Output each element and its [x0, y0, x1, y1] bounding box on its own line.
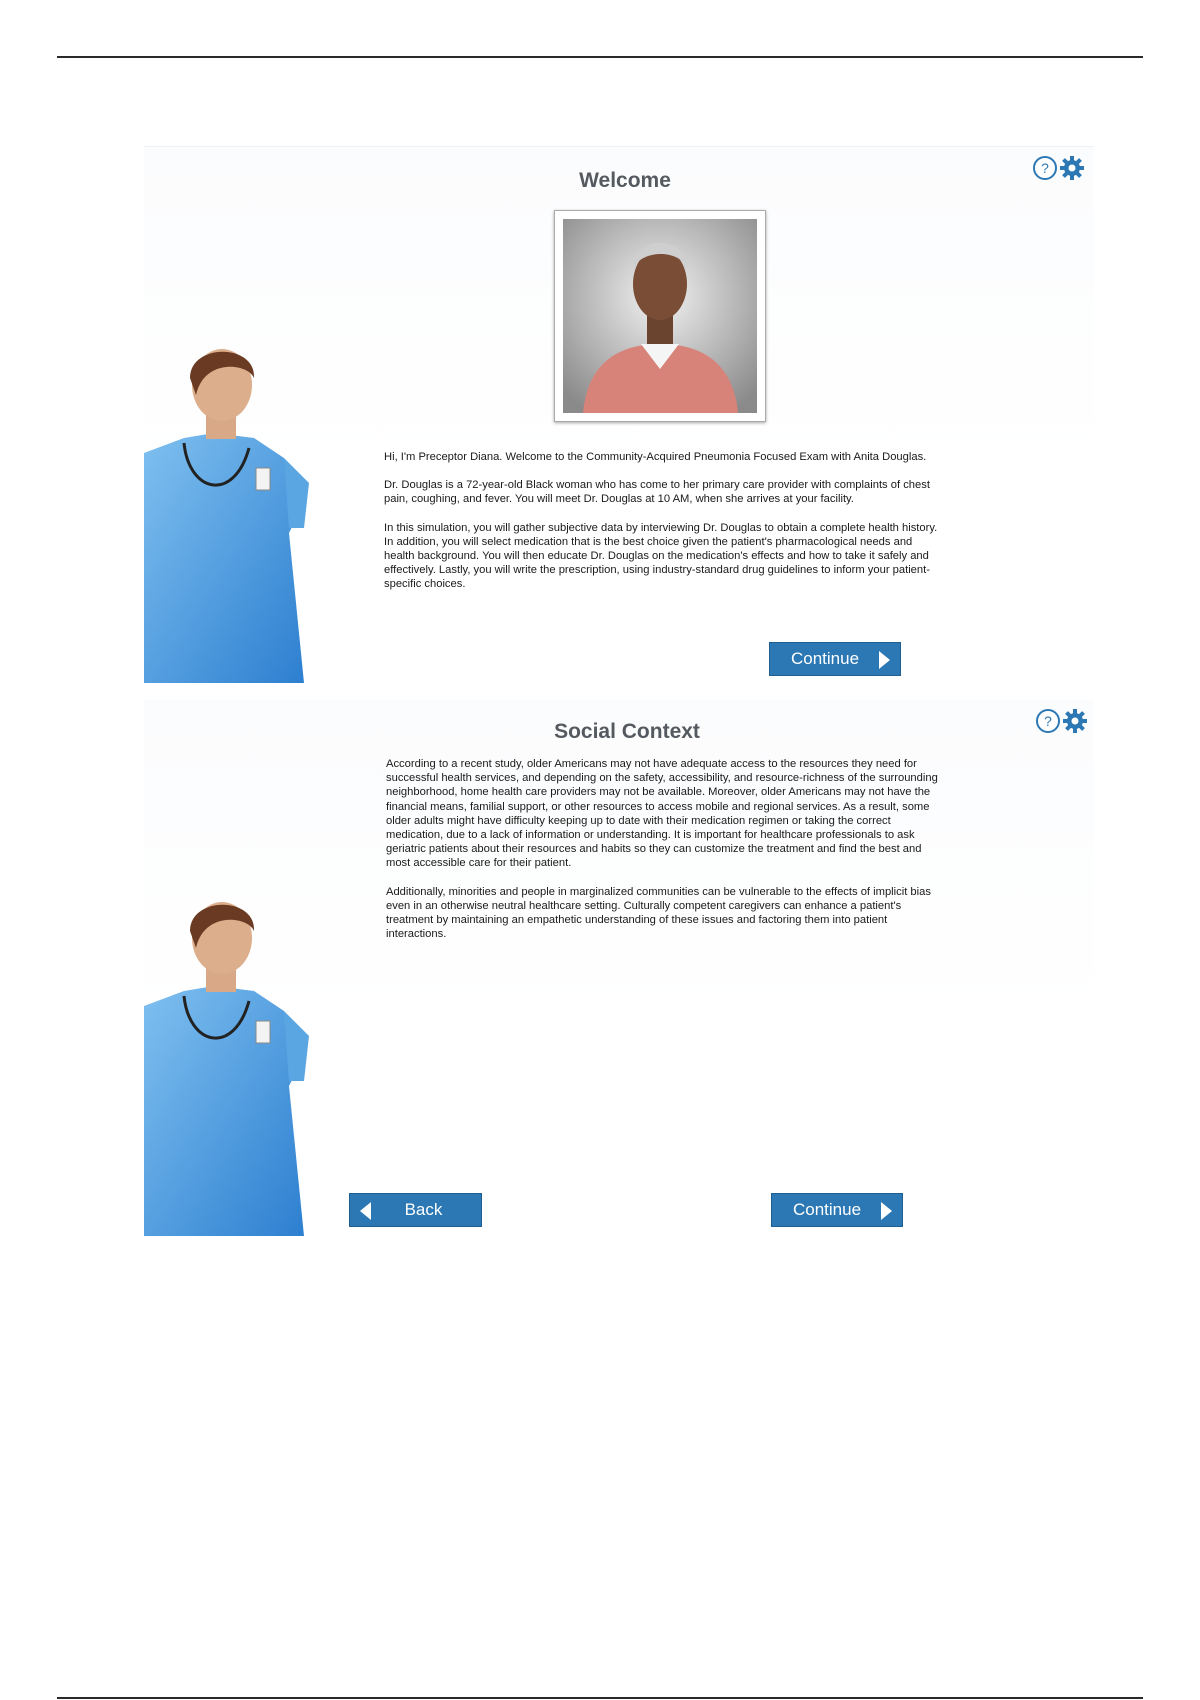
continue-label: Continue [792, 1200, 862, 1219]
welcome-paragraph: In this simulation, you will gather subjective data by interviewing Dr. Douglas to obtain a complete health history. In addition, you will select medication that is the best choice given the patient's pharmacological needs and health background. You will then educate Dr. Douglas on the medication's effects and how to take it safely and effectively. Lastly, you will write the prescription, using industry-standard drug guidelines to inform your patient-specific choices. [384, 521, 938, 591]
welcome-paragraph: Dr. Douglas is a 72-year-old Black woman who has come to her primary care provider with complaints of chest pain, coughing, and fever. You will meet Dr. Douglas at 10 AM, when she arrives at your facility. [384, 479, 930, 506]
social-context-panel [144, 700, 1094, 1236]
social-context-paragraph: According to a recent study, older Americans may not have adequate access to the resources they need for successful health services, and depending on the safety, accessibility, and resource-richness of the surrounding neighborhood, home health care providers may not be available. Moreover, older Americans may not have the financial means, familial support, or other resources to access mobile and regional services. As a result, some older adults might have difficulty keeping up to date with their medication regimen or taking the correct medication, due to a lack of information or understanding. It is important for healthcare professionals to ask geriatric patients about their resources and habits so they can customize the treatment and find the best and most accessible care for their patient. [386, 758, 938, 870]
patient-portrait [554, 210, 766, 422]
social-context-text [386, 757, 941, 955]
svg-text:?: ? [1044, 713, 1052, 729]
preceptor-avatar [144, 333, 324, 683]
welcome-title: Welcome [579, 169, 671, 192]
svg-text:?: ? [1041, 160, 1049, 176]
social-context-paragraph: Additionally, minorities and people in marginalized communities can be vulnerable to the effects of implicit bias even in an otherwise neutral healthcare setting. Culturally competent caregivers can enhance a patient's treatment by maintaining an empathetic understanding of these issues and factoring them into patient interactions. [386, 885, 931, 941]
welcome-paragraph: Hi, I'm Preceptor Diana. Welcome to the Community-Acquired Pneumonia Focused Exam with Anita Douglas. [384, 451, 927, 463]
help-icon[interactable] [1035, 708, 1061, 734]
chevron-right-icon [879, 651, 890, 669]
continue-button[interactable] [771, 1193, 903, 1227]
page-top-rule [57, 56, 1143, 58]
gear-icon[interactable] [1059, 155, 1085, 181]
social-context-title: Social Context [554, 720, 700, 743]
chevron-right-icon [881, 1202, 892, 1220]
help-icon[interactable] [1032, 155, 1058, 181]
continue-label: Continue [790, 649, 860, 668]
gear-icon[interactable] [1062, 708, 1088, 734]
welcome-text [384, 450, 939, 606]
preceptor-avatar [144, 886, 324, 1236]
page-bottom-rule [57, 1697, 1143, 1699]
chevron-left-icon [360, 1202, 371, 1220]
continue-button[interactable] [769, 642, 901, 676]
welcome-panel [144, 146, 1094, 683]
back-label: Back [404, 1200, 443, 1219]
back-button[interactable] [349, 1193, 482, 1227]
